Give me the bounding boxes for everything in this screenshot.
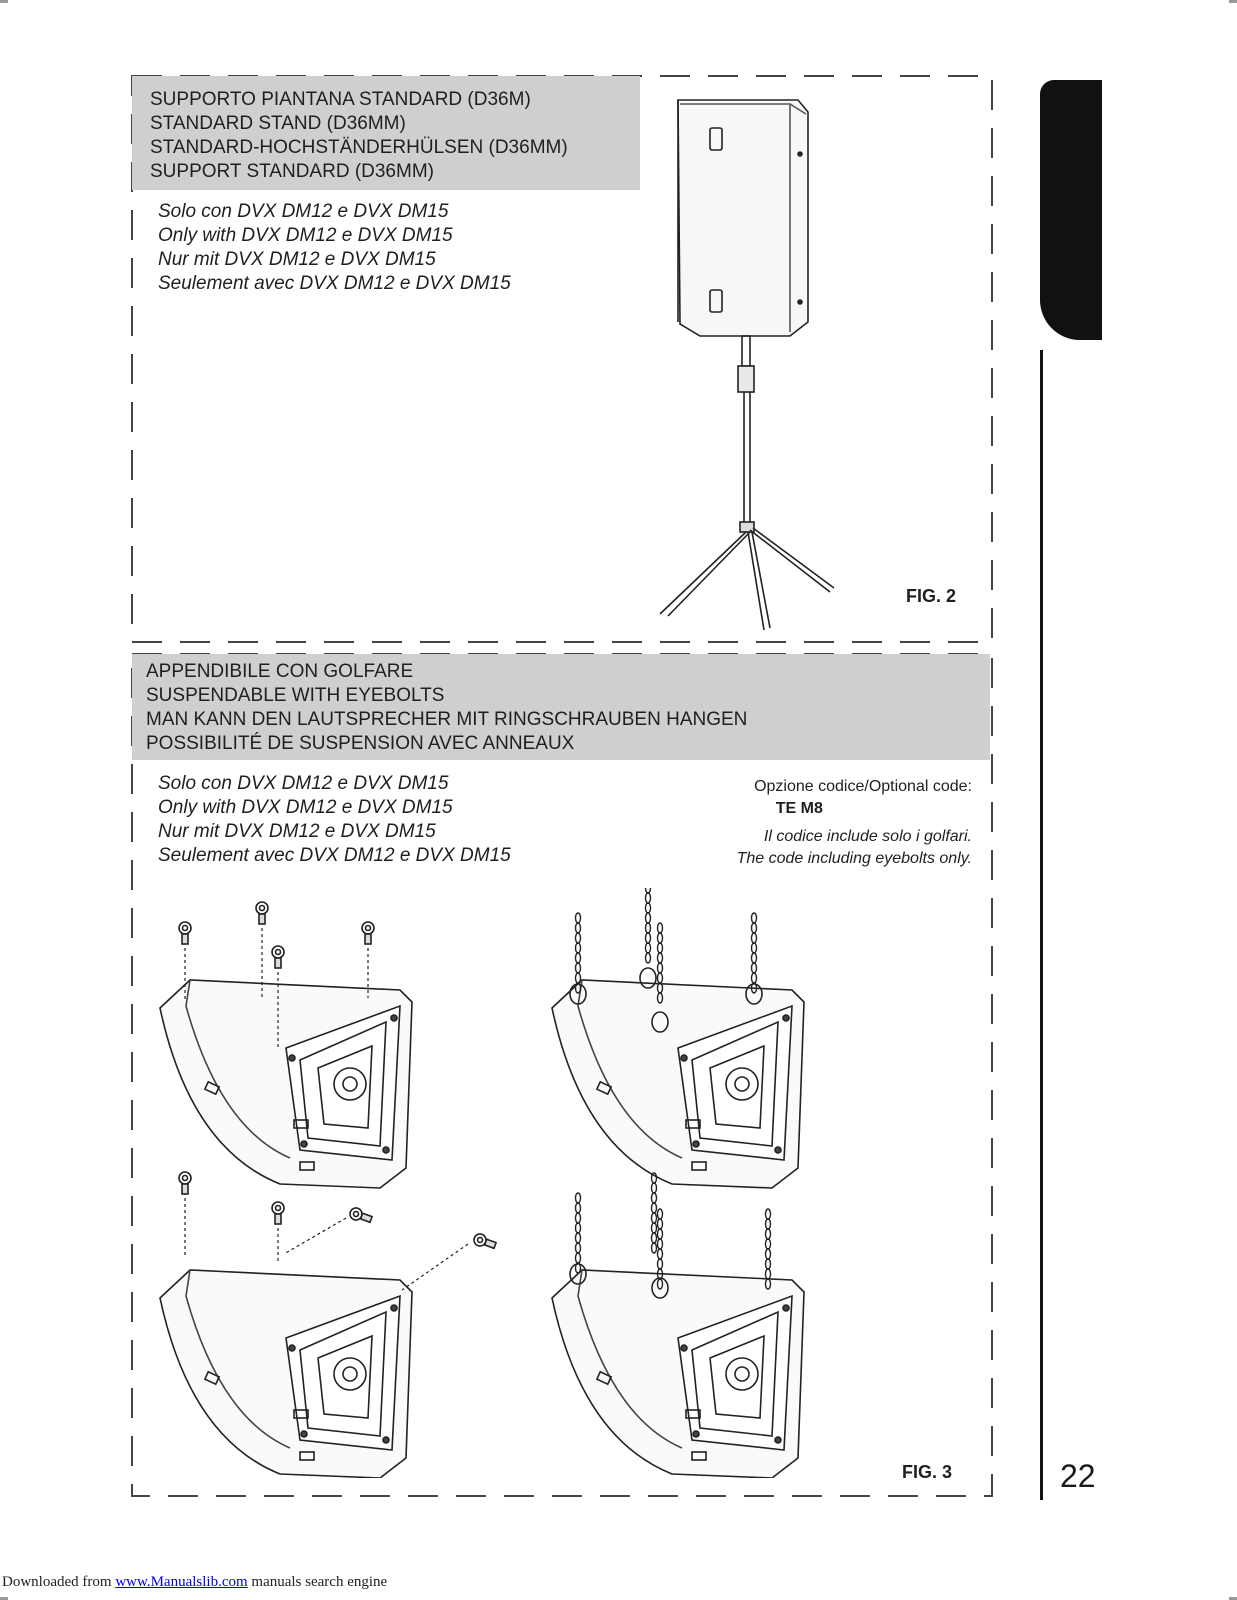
option-note: Il codice include solo i golfari.: [763, 828, 972, 845]
figure-label: FIG. 3: [902, 1462, 953, 1482]
footer-prefix: Downloaded from: [2, 1574, 116, 1590]
subtitle-line: Solo con DVX DM12 e DVX DM15: [158, 773, 449, 794]
compatibility-note: [158, 772, 511, 868]
speaker-suspended-chains-top: [552, 888, 804, 1188]
figure-label: FIG. 2: [906, 586, 957, 606]
subtitle-line: Only with DVX DM12 e DVX DM15: [158, 225, 453, 246]
subtitle-line: Only with DVX DM12 e DVX DM15: [158, 797, 453, 818]
title-line: SUSPENDABLE WITH EYEBOLTS: [146, 685, 445, 706]
title-box: [132, 76, 640, 190]
crop-mark: [0, 0, 8, 3]
footer: [2, 1574, 387, 1591]
title-line: MAN KANN DEN LAUTSPRECHER MIT RINGSCHRAUBEN HANGEN: [146, 709, 748, 730]
subtitle-line: Nur mit DVX DM12 e DVX DM15: [158, 821, 436, 842]
page-number: 22: [1060, 1458, 1096, 1494]
speaker-eyebolt-insert-side: [160, 1172, 497, 1478]
section-tab: [1040, 80, 1102, 340]
option-label: Opzione codice/Optional code:: [754, 778, 972, 795]
compatibility-note: [158, 200, 511, 296]
option-note: The code including eyebolts only.: [736, 850, 972, 867]
manualslib-link[interactable]: www.Manualslib.com: [115, 1574, 248, 1590]
optional-code-info: [737, 776, 972, 870]
title-line: STANDARD-HOCHSTÄNDERHÜLSEN (D36MM): [150, 137, 568, 158]
title-box: [132, 654, 990, 760]
side-rule: [1040, 350, 1043, 1500]
speaker-eyebolt-insert-top: [160, 902, 412, 1188]
speaker-suspended-chains-bottom: [552, 1173, 804, 1478]
subtitle-line: Seulement avec DVX DM12 e DVX DM15: [158, 273, 511, 294]
title-line: POSSIBILITÉ DE SUSPENSION AVEC ANNEAUX: [146, 733, 575, 754]
speaker-on-stand-illustration: [650, 92, 850, 712]
figure-panel-stand: [130, 74, 994, 644]
title-line: APPENDIBILE CON GOLFARE: [146, 661, 414, 682]
subtitle-line: Seulement avec DVX DM12 e DVX DM15: [158, 845, 511, 866]
figure-panel-suspension: [130, 652, 994, 1500]
title-line: STANDARD STAND (D36MM): [150, 113, 406, 134]
option-code: TE M8: [775, 800, 823, 817]
title-line: SUPPORT STANDARD (D36MM): [150, 161, 434, 182]
subtitle-line: Nur mit DVX DM12 e DVX DM15: [158, 249, 436, 270]
subtitle-line: Solo con DVX DM12 e DVX DM15: [158, 201, 449, 222]
suspension-illustration: [150, 888, 890, 1478]
title-line: SUPPORTO PIANTANA STANDARD (D36M): [150, 89, 531, 110]
crop-mark: [1229, 0, 1237, 3]
footer-suffix: manuals search engine: [247, 1574, 388, 1590]
